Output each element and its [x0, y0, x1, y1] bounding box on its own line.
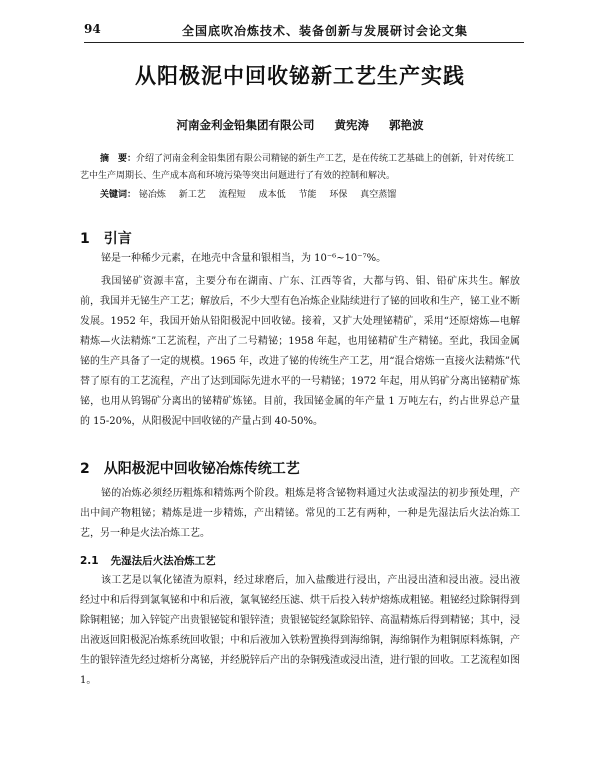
- keyword: 节能: [298, 190, 317, 200]
- section-heading-1: [80, 228, 132, 248]
- subsection-title: 先湿法后火法冶炼工艺: [110, 555, 216, 567]
- paper-title: 从阳极泥中回收铋新工艺生产实践: [135, 64, 465, 88]
- author-line: [0, 117, 600, 133]
- author-name: 黄宪涛: [334, 118, 369, 132]
- author-name: 郭艳波: [389, 118, 424, 132]
- page-number: 94: [84, 22, 101, 36]
- keywords-label: 关键词：: [100, 190, 137, 200]
- subsection-number: 2.1: [80, 555, 99, 567]
- section-title: 引言: [103, 231, 132, 247]
- subsection-heading-2-1: [80, 553, 216, 568]
- keyword: 真空蒸馏: [360, 190, 397, 200]
- running-header: [84, 20, 524, 43]
- abstract: [80, 151, 520, 185]
- section-number: 1: [80, 231, 90, 247]
- abstract-label: 摘 要：: [100, 154, 137, 164]
- keyword: 流程短: [218, 190, 246, 200]
- conference-title: 全国底吹冶炼技术、装备创新与发展研讨会论文集: [182, 24, 469, 38]
- abstract-text: 介绍了河南金利金铅集团有限公司精铋的新生产工艺，是在传统工艺基础上的创新，针对传统工艺中生产周期长、生产成本高和环境污染等突出问题进行了有效的控制和解决。: [80, 154, 515, 181]
- body-paragraph: 铋是一种稀少元素，在地壳中含量和银相当，为 10⁻⁶~10⁻⁷%。: [101, 253, 387, 264]
- keyword: 新工艺: [178, 190, 206, 200]
- keywords: [100, 187, 520, 200]
- body-paragraph: 该工艺是以氧化铋渣为原料，经过球磨后，加入盐酸进行浸出，产出浸出渣和浸出液。浸出液经过中和后得到氯氧铋和中和后液，氯氧铋经压滤、烘干后投入转炉熔炼成粗铋。粗铋经过除铜得到除铜粗铋；加入锌锭产出贵银铋锭和银锌渣；贵银铋锭经氯除铅锌、高温精炼后得到精铋；其中，浸出液返回阳极泥冶炼系统回收银；中和后液加入铁粉置换得到海绵铜，海绵铜作为粗铜原料炼铜，产生的银锌渣先经过熔析分离铋，并经脱锌后产出的杂铜残渣或浸出渣，进行银的回收。工艺流程如图 1。: [80, 575, 520, 686]
- section-title: 从阳极泥中回收铋冶炼传统工艺: [103, 461, 300, 477]
- body-paragraph: 我国铋矿资源丰富，主要分布在湖南、广东、江西等省，大都与钨、钼、铅矿床共生。解放前，我国并无铋生产工艺；解放后，不少大型有色冶炼企业陆续进行了铋的回收和生产，铋工业不断发展。1952 年，我国开始从铅阳极泥中回收铋。接着，又扩大处理铋精矿，采用“还原熔炼—电解精炼—火法精炼”工艺流程，产出了二号精铋；1958 年起，也用铋精矿生产精铋。至此，我国金属铋的生产具备了一定的规模。1965 年，改进了铋的传统生产工艺，用“混合熔炼一直接火法精炼”代替了原有的工艺流程，产出了达到国际先进水平的一号精铋；1972 年起，用从钨矿分离出铋精矿炼铋，也用从钨锡矿分离出的铋精矿炼铋。目前，我国铋金属的年产量 1 万吨左右，约占世界总产量的 15-20%，从阳极泥中回收铋的产量占到 40-50%。: [80, 276, 520, 427]
- body-paragraph: 铋的冶炼必须经历粗炼和精炼两个阶段。粗炼是将含铋物料通过火法或湿法的初步预处理，产出中间产物粗铋；精炼是进一步精炼，产出精铋。常见的工艺有两种，一种是先湿法后火法冶炼工艺，另一种是火法冶炼工艺。: [80, 488, 520, 539]
- keyword: 铋冶炼: [138, 190, 166, 200]
- section-number: 2: [80, 461, 90, 477]
- keyword: 成本低: [258, 190, 286, 200]
- section-heading-2: [80, 458, 300, 478]
- affiliation: 河南金利金铅集团有限公司: [176, 118, 315, 132]
- keyword: 环保: [329, 190, 348, 200]
